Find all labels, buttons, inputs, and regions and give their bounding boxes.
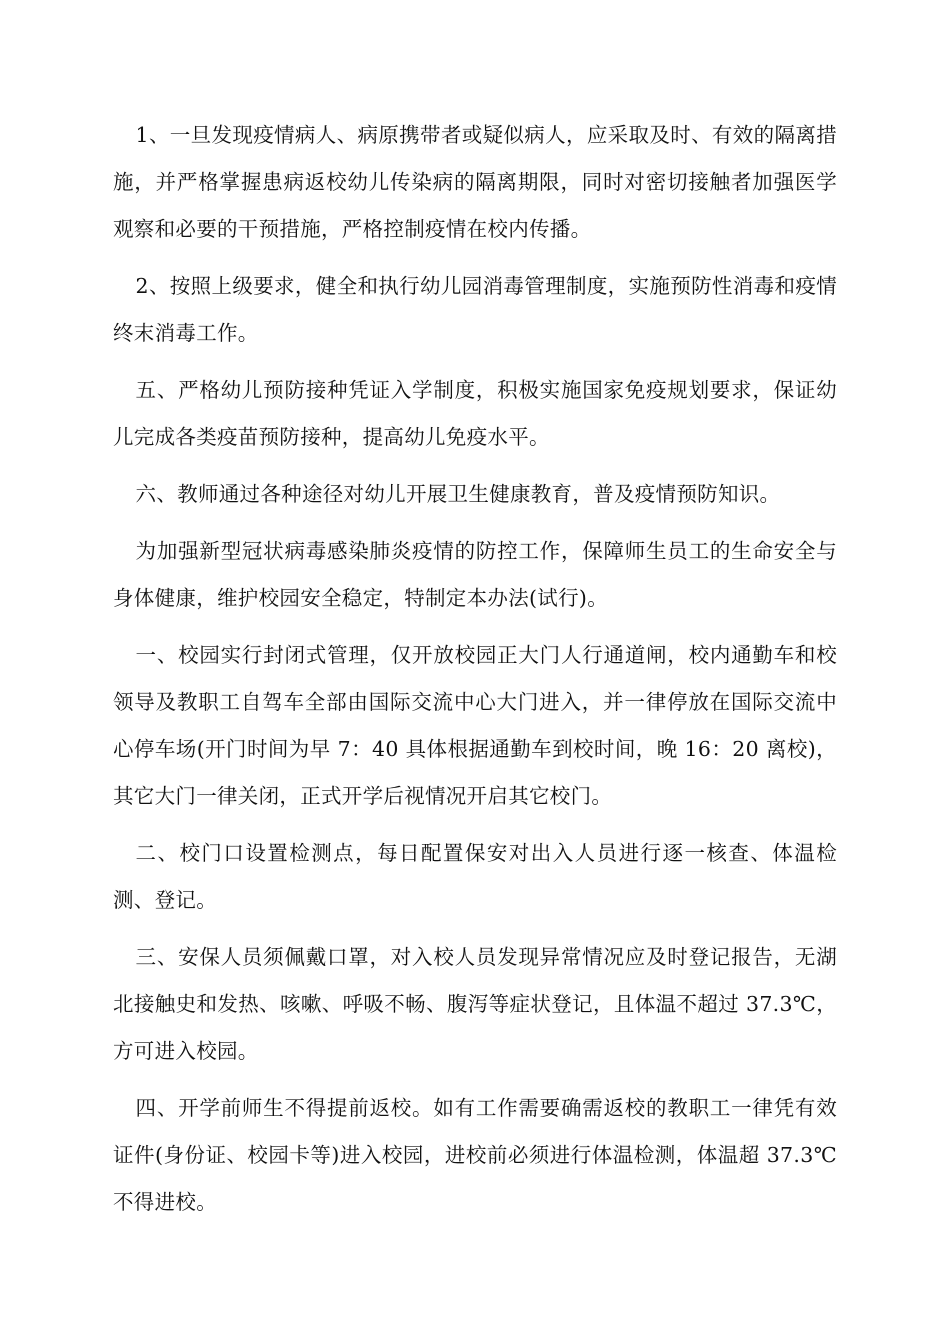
paragraph-1: 1、一旦发现疫情病人、病原携带者或疑似病人，应采取及时、有效的隔离措施，并严格掌握患病返校幼儿传染病的隔离期限，同时对密切接触者加强医学观察和必要的干预措施，严格控制疫情在校内传播。	[113, 123, 837, 241]
paragraph-7: 二、校门口设置检测点，每日配置保安对出入人员进行逐一核查、体温检测、登记。	[113, 841, 837, 912]
paragraph-8: 三、安保人员须佩戴口罩，对入校人员发现异常情况应及时登记报告，无湖北接触史和发热、咳嗽、呼吸不畅、腹泻等症状登记，且体温不超过 37.3℃，方可进入校园。	[113, 945, 837, 1063]
paragraph-6: 一、校园实行封闭式管理，仅开放校园正大门人行通道闸，校内通勤车和校领导及教职工自驾车全部由国际交流中心大门进入，并一律停放在国际交流中心停车场(开门时间为早 7：40 具体根据通勤车到校时间，晚 16：20 离校)，其它大门一律关闭，正式开学后视情况开启其它校门。	[113, 643, 837, 808]
document-body	[113, 112, 837, 1236]
paragraph-5: 为加强新型冠状病毒感染肺炎疫情的防控工作，保障师生员工的生命安全与身体健康，维护校园安全稳定，特制定本办法(试行)。	[113, 539, 837, 610]
paragraph-2: 2、按照上级要求，健全和执行幼儿园消毒管理制度，实施预防性消毒和疫情终末消毒工作。	[113, 274, 837, 345]
paragraph-3: 五、严格幼儿预防接种凭证入学制度，积极实施国家免疫规划要求，保证幼儿完成各类疫苗预防接种，提高幼儿免疫水平。	[113, 378, 837, 449]
paragraph-9: 四、开学前师生不得提前返校。如有工作需要确需返校的教职工一律凭有效证件(身份证、校园卡等)进入校园，进校前必须进行体温检测，体温超 37.3℃不得进校。	[113, 1096, 837, 1214]
paragraph-4: 六、教师通过各种途径对幼儿开展卫生健康教育，普及疫情预防知识。	[135, 482, 781, 506]
